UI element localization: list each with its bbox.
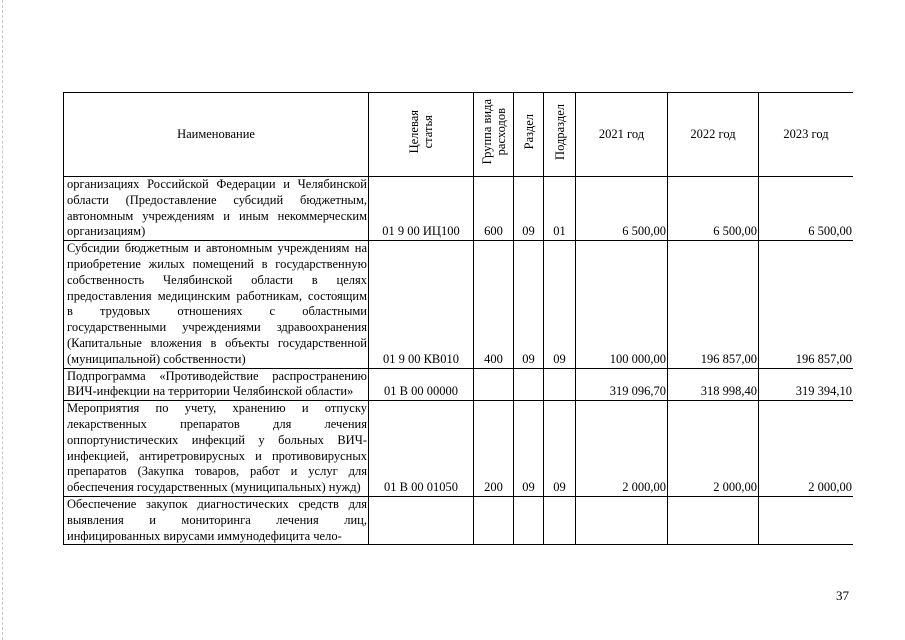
row-amount-2021: 6 500,00 (576, 177, 668, 241)
row-subsection: 09 (544, 241, 576, 368)
header-year-2022: 2022 год (668, 93, 759, 177)
row-name: Подпрограмма «Противодействие распространению ВИЧ-инфекции на территории Челябинской области» (64, 368, 369, 401)
row-amount-2023 (759, 496, 854, 544)
row-name: организациях Российской Федерации и Челябинской области (Предоставление субсидий бюджетным, автономным учреждениям и иным некоммерческим организациям) (64, 177, 369, 241)
row-amount-2021: 100 000,00 (576, 241, 668, 368)
binding-edge-line (2, 0, 3, 640)
row-section: 09 (514, 177, 544, 241)
row-section: 09 (514, 401, 544, 497)
row-expense-group (474, 368, 514, 401)
row-name: Мероприятия по учету, хранению и отпуску лекарственных препаратов для лечения оппортунистических инфекций у больных ВИЧ-инфекцией, антиретровирусных и противовирусных препаратов (Закупка товаров, работ и услуг для обеспечения государственных (муниципальных) нужд) (64, 401, 369, 497)
row-amount-2023: 6 500,00 (759, 177, 854, 241)
header-section: Раздел (514, 93, 544, 177)
row-amount-2021 (576, 496, 668, 544)
row-expense-group: 400 (474, 241, 514, 368)
table-row (64, 496, 854, 544)
row-name: Субсидии бюджетным и автономным учреждениям на приобретение жилых помещений в государственную собственность Челябинской области в целях предоставления медицинским работникам, состоящим в трудовых отношениях с областными государственными учреждениями здравоохранения (Капитальные вложения в объекты государственной (муниципальной) собственности) (64, 241, 369, 368)
row-amount-2023: 196 857,00 (759, 241, 854, 368)
table-row (64, 401, 854, 497)
row-target-article: 01 В 00 01050 (369, 401, 474, 497)
budget-table (63, 92, 853, 545)
row-name: Обеспечение закупок диагностических средств для выявления и мониторинга лечения лиц, инфицированных вирусами иммунодефицита чело- (64, 496, 369, 544)
row-amount-2022: 6 500,00 (668, 177, 759, 241)
row-target-article: 01 9 00 ИЦ100 (369, 177, 474, 241)
row-section (514, 496, 544, 544)
header-year-2023: 2023 год (759, 93, 854, 177)
row-amount-2022 (668, 496, 759, 544)
header-expense-group: Группа вида расходов (474, 93, 514, 177)
row-amount-2022: 196 857,00 (668, 241, 759, 368)
row-amount-2022: 318 998,40 (668, 368, 759, 401)
table-row (64, 177, 854, 241)
table-row (64, 368, 854, 401)
row-subsection: 09 (544, 401, 576, 497)
table-row (64, 241, 854, 368)
row-amount-2023: 319 394,10 (759, 368, 854, 401)
row-expense-group: 200 (474, 401, 514, 497)
row-section: 09 (514, 241, 544, 368)
header-target-article: Целевая статья (369, 93, 474, 177)
budget-table-frame (63, 92, 853, 580)
row-amount-2023: 2 000,00 (759, 401, 854, 497)
row-target-article (369, 496, 474, 544)
header-year-2021: 2021 год (576, 93, 668, 177)
row-amount-2021: 2 000,00 (576, 401, 668, 497)
row-amount-2022: 2 000,00 (668, 401, 759, 497)
row-target-article: 01 9 00 КВ010 (369, 241, 474, 368)
row-expense-group: 600 (474, 177, 514, 241)
row-subsection (544, 368, 576, 401)
row-expense-group (474, 496, 514, 544)
row-subsection (544, 496, 576, 544)
row-amount-2021: 319 096,70 (576, 368, 668, 401)
page-number: 37 (836, 588, 849, 603)
row-subsection: 01 (544, 177, 576, 241)
row-target-article: 01 В 00 00000 (369, 368, 474, 401)
table-header-row (64, 93, 854, 177)
header-name: Наименование (64, 93, 369, 177)
header-subsection: Подраздел (544, 93, 576, 177)
row-section (514, 368, 544, 401)
